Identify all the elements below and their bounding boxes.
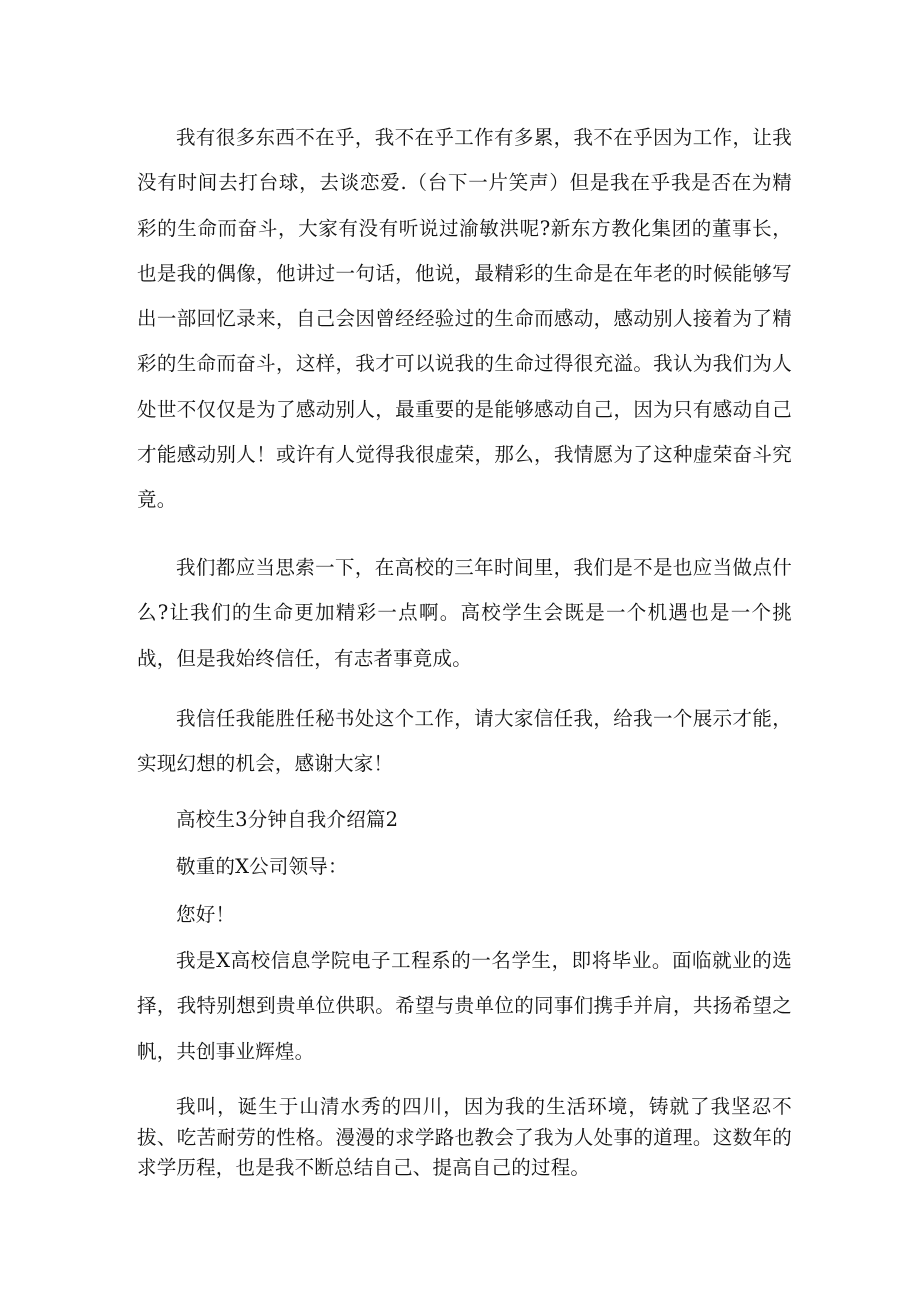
greeting: [137, 892, 792, 937]
paragraph-text: 我们都应当思索一下，在高校的三年时间里，我们是不是也应当做点什么?让我们的生命更加精彩一点啊。高校学生会既是一个机遇也是一个挑战，但是我始终信任，有志者事竟成。: [137, 556, 792, 670]
salutation-text: 敬重的X公司领导：: [176, 855, 348, 878]
salutation: [137, 844, 792, 889]
paragraph-text: 我有很多东西不在乎，我不在乎工作有多累，我不在乎因为工作，让我没有时间去打台球，去谈恋爱.（台下一片笑声）但是我在乎我是否在为精彩的生命而奋斗，大家有没有听说过渝敏洪呢?新东方教化集团的董事长，也是我的偶像，他讲过一句话，他说，最精彩的生命是在年老的时候能够写出一部回忆录来，自己会因曾经经验过的生命而感动，感动别人接着为了精彩的生命而奋斗，这样，我才可以说我的生命过得很充溢。我认为我们为人处世不仅仅是为了感动别人，最重要的是能够感动自己，因为只有感动自己才能感动别人！或许有人觉得我很虚荣，那么，我情愿为了这种虚荣奋斗究竟。: [137, 126, 792, 512]
section-heading: [137, 797, 792, 842]
paragraph-text: 我信任我能胜任秘书处这个工作，请大家信任我，给我一个展示才能，实现幻想的机会，感谢大家！: [137, 707, 792, 776]
paragraph-text: 我是X高校信息学院电子工程系的一名学生，即将毕业。面临就业的选择，我特别想到贵单位供职。希望与贵单位的同事们携手并肩，共扬希望之帆，共创事业辉煌。: [137, 949, 792, 1063]
paragraph-reflection: [137, 545, 792, 681]
paragraph-speech-body: [137, 115, 792, 523]
greeting-text: 您好！: [176, 903, 236, 926]
paragraph-closing: [137, 696, 792, 787]
paragraph-text: 我叫，诞生于山清水秀的四川，因为我的生活环境，铸就了我坚忍不拔、吃苦耐劳的性格。漫漫的求学路也教会了我为人处事的道理。这数年的求学历程，也是我不断总结自己、提高自己的过程。: [137, 1095, 792, 1179]
heading-text: 高校生3分钟自我介绍篇2: [176, 808, 399, 831]
paragraph-introduction: [137, 938, 792, 1074]
paragraph-background: [137, 1092, 792, 1184]
